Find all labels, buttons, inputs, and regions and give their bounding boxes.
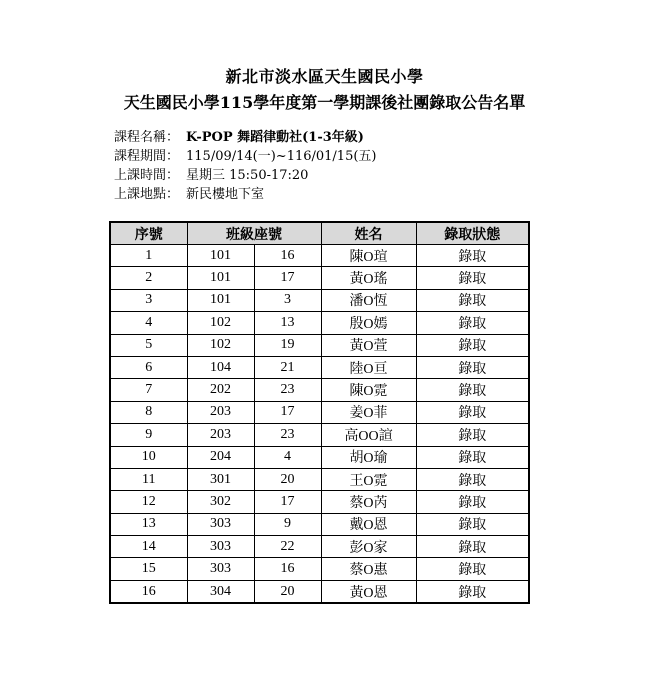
header-status: 錄取狀態 <box>416 222 529 245</box>
cell-class: 203 <box>187 424 254 446</box>
cell-serial: 12 <box>110 491 187 513</box>
table-header-row <box>110 222 529 245</box>
cell-name: 王O霓 <box>321 468 416 490</box>
course-period-value: 115/09/14(一)~116/01/15(五) <box>186 149 377 164</box>
cell-serial: 2 <box>110 267 187 289</box>
cell-seat: 20 <box>254 468 321 490</box>
cell-serial: 13 <box>110 513 187 535</box>
cell-class: 304 <box>187 580 254 603</box>
cell-class: 204 <box>187 446 254 468</box>
table-row <box>110 491 529 513</box>
table-row <box>110 468 529 490</box>
cell-name: 黃O恩 <box>321 580 416 603</box>
cell-class: 101 <box>187 267 254 289</box>
table-row <box>110 536 529 558</box>
cell-status: 錄取 <box>416 536 529 558</box>
table-row <box>110 424 529 446</box>
cell-seat: 17 <box>254 491 321 513</box>
cell-name: 陳O霓 <box>321 379 416 401</box>
course-name-label: 課程名稱： <box>114 130 180 145</box>
cell-serial: 8 <box>110 401 187 423</box>
table-row <box>110 379 529 401</box>
table-row <box>110 401 529 423</box>
cell-status: 錄取 <box>416 334 529 356</box>
cell-class: 303 <box>187 513 254 535</box>
cell-seat: 20 <box>254 580 321 603</box>
cell-status: 錄取 <box>416 356 529 378</box>
table-body <box>110 245 529 604</box>
table-row <box>110 267 529 289</box>
header-serial: 序號 <box>110 222 187 245</box>
cell-class: 104 <box>187 356 254 378</box>
cell-status: 錄取 <box>416 289 529 311</box>
cell-class: 101 <box>187 289 254 311</box>
table-row <box>110 356 529 378</box>
cell-seat: 16 <box>254 558 321 580</box>
cell-serial: 7 <box>110 379 187 401</box>
cell-class: 102 <box>187 334 254 356</box>
cell-class: 303 <box>187 558 254 580</box>
cell-class: 302 <box>187 491 254 513</box>
cell-status: 錄取 <box>416 245 529 267</box>
cell-status: 錄取 <box>416 513 529 535</box>
class-time-value: 星期三 15:50-17:20 <box>186 168 309 183</box>
cell-name: 陳O瑄 <box>321 245 416 267</box>
cell-status: 錄取 <box>416 446 529 468</box>
class-location-value: 新民樓地下室 <box>186 187 265 202</box>
class-location-label: 上課地點： <box>114 187 180 202</box>
course-period-line <box>114 147 377 166</box>
cell-seat: 22 <box>254 536 321 558</box>
cell-name: 黃O萱 <box>321 334 416 356</box>
cell-serial: 16 <box>110 580 187 603</box>
cell-name: 蔡O惠 <box>321 558 416 580</box>
cell-seat: 21 <box>254 356 321 378</box>
cell-serial: 9 <box>110 424 187 446</box>
class-location-line <box>114 185 264 204</box>
cell-class: 303 <box>187 536 254 558</box>
cell-serial: 4 <box>110 312 187 334</box>
cell-status: 錄取 <box>416 312 529 334</box>
table-row <box>110 289 529 311</box>
cell-seat: 4 <box>254 446 321 468</box>
cell-seat: 9 <box>254 513 321 535</box>
cell-name: 潘O恆 <box>321 289 416 311</box>
course-name-line <box>114 128 364 147</box>
cell-seat: 23 <box>254 379 321 401</box>
cell-serial: 10 <box>110 446 187 468</box>
course-name-value: K-POP 舞蹈律動社(1-3年級) <box>186 130 364 145</box>
school-title: 新北市淡水區天生國民小學 <box>225 67 424 86</box>
cell-serial: 14 <box>110 536 187 558</box>
cell-seat: 17 <box>254 401 321 423</box>
table-row <box>110 446 529 468</box>
cell-name: 胡O瑜 <box>321 446 416 468</box>
cell-seat: 3 <box>254 289 321 311</box>
cell-serial: 3 <box>110 289 187 311</box>
cell-seat: 16 <box>254 245 321 267</box>
cell-name: 陸O亘 <box>321 356 416 378</box>
cell-seat: 13 <box>254 312 321 334</box>
class-time-label: 上課時間： <box>114 168 180 183</box>
cell-status: 錄取 <box>416 580 529 603</box>
cell-seat: 23 <box>254 424 321 446</box>
cell-serial: 6 <box>110 356 187 378</box>
cell-status: 錄取 <box>416 267 529 289</box>
cell-class: 102 <box>187 312 254 334</box>
course-period-label: 課程期間： <box>114 149 180 164</box>
cell-class: 101 <box>187 245 254 267</box>
cell-class: 202 <box>187 379 254 401</box>
cell-name: 蔡O芮 <box>321 491 416 513</box>
cell-name: 彭O家 <box>321 536 416 558</box>
table-row <box>110 513 529 535</box>
header-class-seat: 班級座號 <box>187 222 321 245</box>
table-row <box>110 558 529 580</box>
cell-status: 錄取 <box>416 558 529 580</box>
cell-name: 姜O菲 <box>321 401 416 423</box>
cell-name: 殷O嫣 <box>321 312 416 334</box>
announcement-title: 天生國民小學115學年度第一學期課後社團錄取公告名單 <box>123 93 526 112</box>
cell-class: 301 <box>187 468 254 490</box>
cell-serial: 5 <box>110 334 187 356</box>
class-time-line <box>114 166 308 185</box>
cell-name: 戴O恩 <box>321 513 416 535</box>
cell-name: 高OO諠 <box>321 424 416 446</box>
cell-status: 錄取 <box>416 491 529 513</box>
cell-serial: 1 <box>110 245 187 267</box>
admission-table <box>109 221 530 604</box>
cell-status: 錄取 <box>416 468 529 490</box>
table-row <box>110 334 529 356</box>
header-name: 姓名 <box>321 222 416 245</box>
cell-status: 錄取 <box>416 424 529 446</box>
cell-seat: 19 <box>254 334 321 356</box>
cell-status: 錄取 <box>416 379 529 401</box>
table-row <box>110 312 529 334</box>
cell-name: 黃O瑤 <box>321 267 416 289</box>
table-row <box>110 580 529 603</box>
cell-seat: 17 <box>254 267 321 289</box>
cell-serial: 15 <box>110 558 187 580</box>
table-row <box>110 245 529 267</box>
cell-class: 203 <box>187 401 254 423</box>
cell-status: 錄取 <box>416 401 529 423</box>
cell-serial: 11 <box>110 468 187 490</box>
